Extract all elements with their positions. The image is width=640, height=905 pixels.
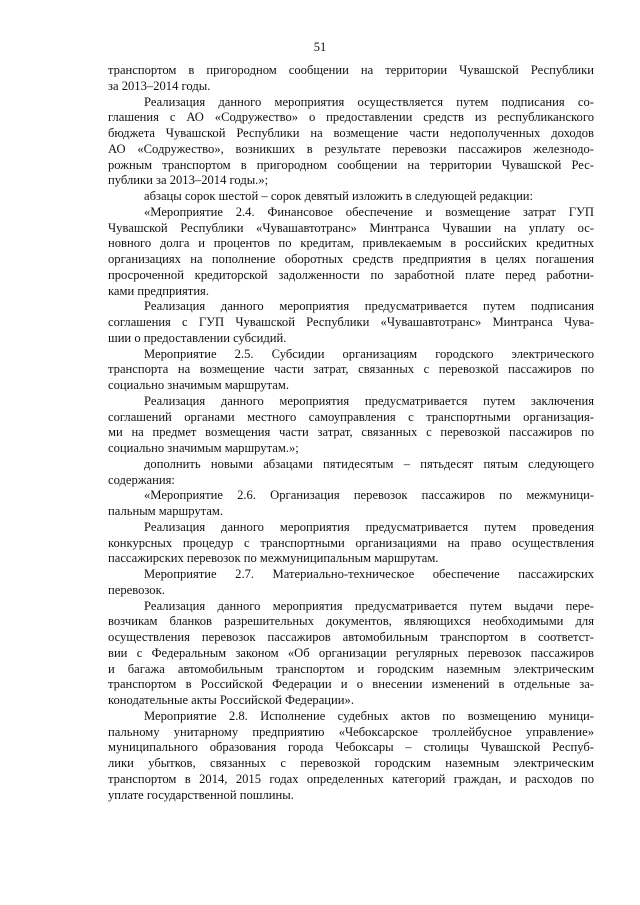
text-line: перевозок. (108, 582, 165, 597)
text-line: за 2013–2014 годы. (108, 78, 211, 93)
text-line: дополнить новыми абзацами пятидесятым – пятьдесят пятым следующего (144, 456, 594, 471)
text-line: пальному унитарному предприятию «Чебоксарское троллейбусное управление» (108, 724, 594, 739)
text-line: соглашения с ГУП Чувашской Республики «Чувашавтотранс» Минтранса Чува- (108, 315, 594, 329)
text-line: Реализация данного мероприятия предусматривается путем заключения (144, 393, 594, 408)
text-line: транспортом в 2014, 2015 годах определенных категорий граждан, и расходов по (108, 771, 594, 786)
text-line: осуществления перевозок пассажиров автомобильным транспортом в соответст- (108, 630, 594, 644)
text-line: шии о предоставлении субсидий. (108, 330, 287, 345)
text-line: пальным маршрутам. (108, 504, 224, 518)
paragraph (108, 347, 594, 394)
paragraph (108, 299, 594, 346)
text-line: АО «Содружество», возникших в результате перевозки пассажиров железнодо- (108, 141, 594, 156)
text-line: просроченной кредиторской задолженности по заработной плате перед работни- (108, 267, 594, 282)
text-line: публики за 2013–2014 годы.»; (108, 173, 269, 188)
text-line: новного долга и процентов по кредитам, привлекаемым в российских кредитных (108, 236, 594, 251)
paragraph (108, 599, 594, 709)
text-line: уплате государственной пошлины. (108, 787, 294, 802)
text-line: ками предприятия. (108, 283, 209, 298)
paragraph (108, 567, 594, 599)
text-line: социально значимым маршрутам. (108, 378, 289, 392)
paragraph (108, 95, 594, 190)
text-line: вии с Федеральным законом «Об организации регулярных перевозок пассажиров (108, 645, 594, 660)
text-line: рожным транспортом в пригородном сообщении на территории Чувашской Рес- (108, 157, 594, 172)
text-line: транспорта на возмещение части затрат, связанных с перевозкой пассажиров по (108, 362, 594, 377)
paragraph (108, 63, 594, 95)
text-line: Реализация данного мероприятия предусматривается путем проведения (144, 519, 594, 534)
text-line: Мероприятие 2.5. Субсидии организациям городского электрического (144, 346, 594, 361)
text-line: Реализация данного мероприятия предусматривается путем подписания (144, 299, 594, 314)
paragraph (108, 520, 594, 567)
paragraph (108, 394, 594, 457)
text-line: конкурсных процедур с транспортными организациями на право осуществления (108, 535, 594, 550)
text-line: и багажа автомобильным транспортом и городским наземным электрическим (108, 661, 594, 676)
paragraph (108, 709, 594, 804)
document-body (108, 63, 594, 803)
text-line: глашения с АО «Содружество» о предоставлении средств из республиканского (108, 110, 594, 125)
text-line: Мероприятие 2.8. Исполнение судебных актов по возмещению муници- (144, 708, 594, 723)
text-line: транспортом в Российской Федерации и о внесении изменений в отдельные за- (108, 677, 594, 692)
text-line: бюджета Чувашской Республики на возмещение части недополученных доходов (108, 126, 594, 140)
text-line: «Мероприятие 2.6. Организация перевозок пассажиров по межмуници- (144, 488, 594, 503)
text-line: абзацы сорок шестой – сорок девятый изложить в следующей редакции: (144, 189, 534, 203)
text-line: лики убытков, связанных с перевозкой городским наземным электрическим (108, 756, 594, 770)
text-line: транспортом в пригородном сообщении на территории Чувашской Республики (108, 63, 594, 77)
text-line: Мероприятие 2.7. Материально-техническое обеспечение пассажирских (144, 567, 594, 581)
text-line: муниципального образования города Чебоксары – столицы Чувашской Респуб- (108, 740, 594, 755)
paragraph (108, 205, 594, 300)
text-line: пассажирских перевозок по межмуниципальным маршрутам. (108, 551, 439, 566)
paragraph (108, 488, 594, 520)
text-line: организациях на пополнение оборотных средств предприятия в целях погашения (108, 252, 594, 266)
paragraph (108, 457, 594, 489)
text-line: содержания: (108, 472, 175, 487)
text-line: ми на предмет возмещения части затрат, связанных с перевозкой пассажиров по (108, 425, 594, 440)
text-line: соглашений органами местного самоуправления с транспортными организация- (108, 409, 594, 424)
page-number: 51 (313, 40, 327, 54)
text-line: Чувашской Республики «Чувашавтотранс» Минтранса Чувашии на уплату ос- (108, 220, 594, 235)
text-line: конодательные акты Российской Федерации». (108, 693, 354, 707)
text-line: Реализация данного мероприятия осуществляется путем подписания со- (144, 94, 594, 109)
text-line: возчикам бланков разрешительных документов, являющихся необходимыми для (108, 614, 594, 629)
text-line: Реализация данного мероприятия предусматривается путем выдачи пере- (144, 598, 594, 613)
text-line: социально значимым маршрутам.»; (108, 441, 299, 455)
text-line: «Мероприятие 2.4. Финансовое обеспечение и возмещение затрат ГУП (144, 204, 594, 219)
paragraph (108, 189, 594, 205)
